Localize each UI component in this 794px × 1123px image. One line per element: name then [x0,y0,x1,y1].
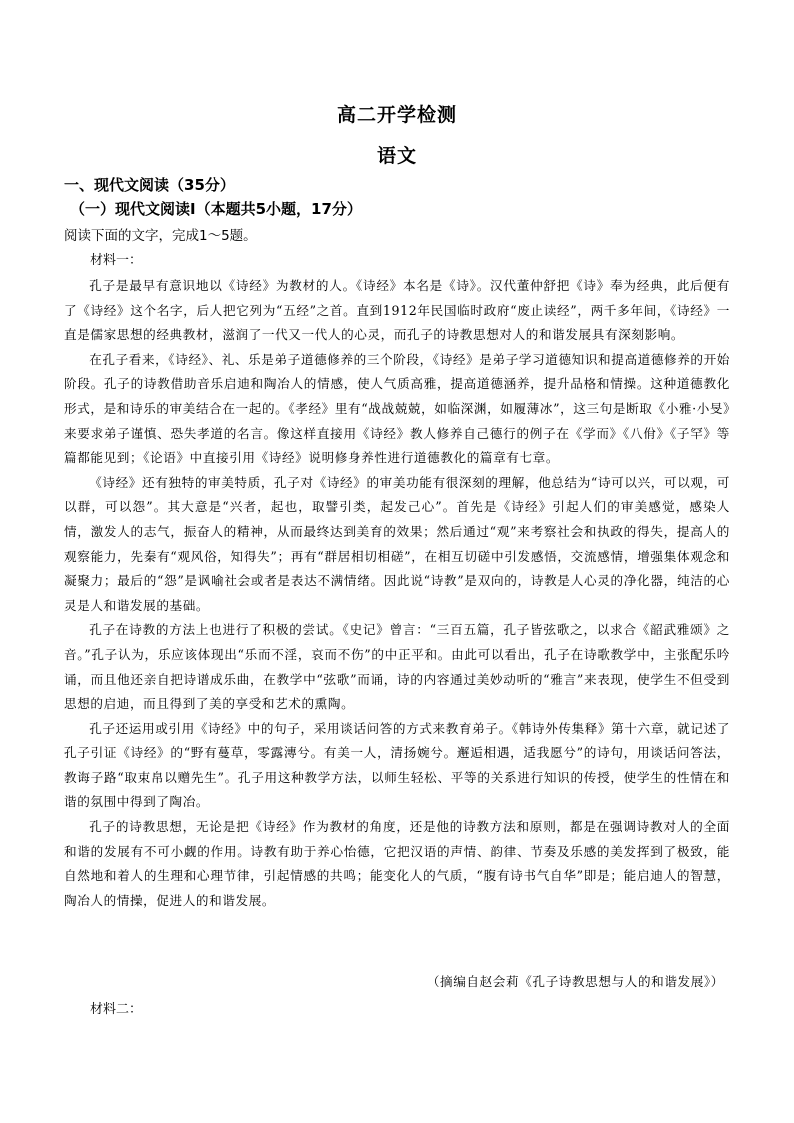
reading-instruction: 阅读下面的文字，完成1～5题。 [64,228,257,244]
section-heading: 一、现代文阅读（35分） [64,176,235,194]
paragraph: 孔子是最早有意识地以《诗经》为教材的人。《诗经》本名是《诗》。汉代董仲舒把《诗》奉为经典，此后便有了《诗经》这个名字，后人把它列为“五经”之首。直到1912年民国临时政府“废止读经”，两千多年间，《诗经》一直是儒家思想的经典教材，滋润了一代又一代人的心灵，而孔子的诗教思想对人的和谐发展具有深刻影响。 [64,278,730,343]
paragraph: 《诗经》还有独特的审美特质，孔子对《诗经》的审美功能有很深刻的理解，他总结为“诗可以兴，可以观，可以群，可以怨”。其大意是“兴者，起也，取譬引类，起发己心”。首先是《诗经》引起人们的审美感觉，感染人情，激发人的志气，振奋人的精神，从而最终达到美育的效果；然后通过“观”来考察社会和执政的得失，提高人的观察能力，先秦有“观风俗，知得失”；再有“群居相切相磋”，在相互切磋中引发感悟，交流感情，增强集体观念和凝聚力；最后的“怨”是讽喻社会或者是表达不满情绪。因此说“诗教”是双向的，诗教是人心灵的净化器，纯洁的心灵是人和谐发展的基础。 [64,474,730,613]
subject-title: 语文 [376,145,417,167]
paragraph: 在孔子看来，《诗经》、礼、乐是弟子道德修养的三个阶段，《诗经》是弟子学习道德知识和提高道德修养的开始阶段。孔子的诗教借助音乐启迪和陶冶人的情感，使人气质高雅，提高道德涵养，提升品格和情操。这种道德教化形式，是和诗乐的审美结合在一起的。《孝经》里有“战战兢兢，如临深渊，如履薄冰”，这三句是断取《小雅·小旻》来要求弟子谨慎、恐失孝道的名言。像这样直接用《诗经》教人修养自己德行的例子在《学而》《八佾》《子罕》等篇都能见到；《论语》中直接引用《诗经》说明修身养性进行道德教化的篇章有七章。 [64,351,730,466]
source-citation: （摘编自赵会莉《孔子诗教思想与人的和谐发展》） [426,974,724,989]
paragraph: 孔子的诗教思想，无论是把《诗经》作为教材的角度，还是他的诗教方法和原则，都是在强调诗教对人的全面和谐的发展有不可小觑的作用。诗教有助于养心怡德，它把汉语的声情、韵律、节奏及乐感的美发挥到了极致，能自然地和着人的生理和心理节律，引起情感的共鸣；能变化人的气质，“腹有诗书气自华”即是；能启迪人的智慧，陶冶人的情操，促进人的和谐发展。 [64,819,730,908]
subsection-heading: （一）现代文阅读Ⅰ（本题共5小题，17分） [70,200,362,218]
material-one-body [64,274,730,913]
exam-title: 高二开学检测 [336,104,457,126]
material-two-label: 材料二： [90,1002,143,1017]
paragraph: 孔子还运用或引用《诗经》中的句子，采用谈话问答的方式来教育弟子。《韩诗外传集释》第十六章，就记述了孔子引证《诗经》的“野有蔓草，零露漙兮。有美一人，清扬婉兮。邂逅相遇，适我愿兮”的诗句，用谈话问答法，教诲子路“取束帛以赠先生”。孔子用这种教学方法，以师生轻松、平等的关系进行知识的传授，使学生的性情在和谐的氛围中得到了陶冶。 [64,720,730,810]
paragraph: 孔子在诗教的方法上也进行了积极的尝试。《史记》曾言：“三百五篇，孔子皆弦歌之，以求合《韶武雅颂》之音。”孔子认为，乐应该体现出“乐而不淫，哀而不伤”的中正平和。由此可以看出，孔子在诗歌教学中，主张配乐吟诵，而且他还亲自把诗谱成乐曲，在教学中“弦歌”而诵，诗的内容通过美妙动听的“雅言”来表现，使学生不但受到思想的启迪，而且得到了美的享受和艺术的熏陶。 [64,622,730,712]
material-one-label: 材料一： [90,253,143,268]
